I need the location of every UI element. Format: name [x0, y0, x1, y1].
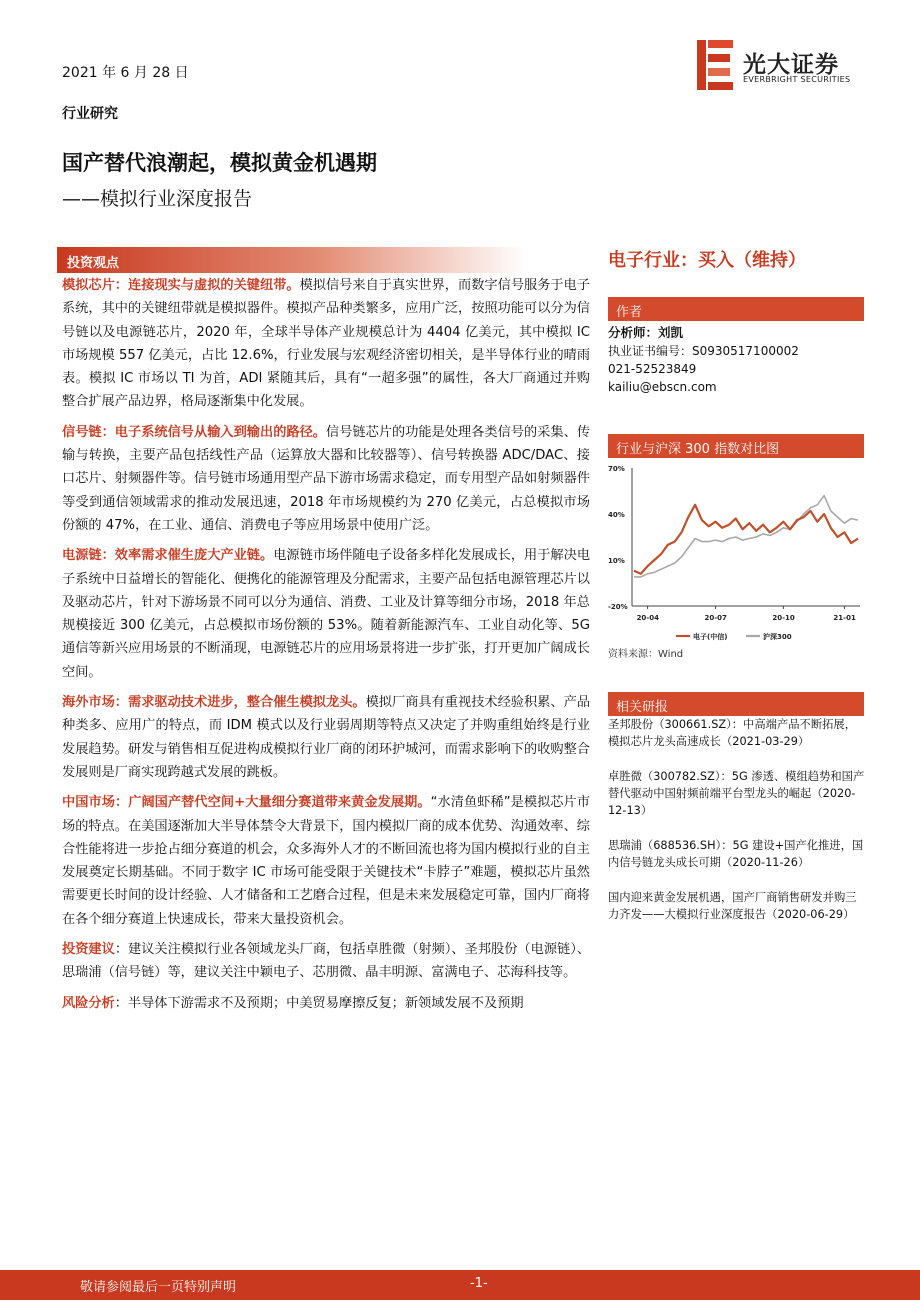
y-tick-label: -20% [608, 603, 628, 611]
phone: 021-52523849 [608, 362, 697, 376]
paragraph [62, 691, 590, 784]
report-date: 2021 年 6 月 28 日 [62, 65, 189, 81]
paragraph [62, 992, 590, 1015]
footer-disclaimer: 敬请参阅最后一页特别声明 [80, 1280, 237, 1295]
section-header [57, 247, 527, 273]
index-comparison-chart [606, 458, 866, 658]
paragraph-lead: 中国市场：广阔国产替代空间+大量细分赛道带来黄金发展期。 [62, 795, 431, 811]
paragraph-text: ：半导体下游需求不及预期；中美贸易摩擦反复；新领域发展不及预期 [114, 995, 524, 1011]
paragraph-lead: 风险分析 [62, 995, 115, 1011]
industry-rating: 电子行业：买入（维持） [608, 250, 806, 271]
related-report-item[interactable]: 思瑞浦（688536.SH）：5G 建设+国产化推进，国内信号链龙头成长可期（2020-11-26） [608, 839, 864, 869]
company-logo [697, 40, 877, 90]
email: kailiu@ebscn.com [608, 380, 717, 394]
paragraph-text: 模拟信号来自于真实世界，而数字信号服务于电子系统，其中的关键纽带就是模拟器件。模拟产品种类繁多，应用广泛，按照功能可以分为信号链以及电源链芯片，2020 年，全球半导体产业规模总计为 4404 亿美元，其中模拟 IC 市场规模 557 亿美元，占比 12.6%，行业发展与宏观经济密切相关，是半导体行业的晴雨表。模拟 IC 市场以 TI 为首，ADI 紧随其后，具有“一超多强”的属性，各大厂商通过并购整合扩展产品边界，格局逐渐集中化发展。 [62, 278, 591, 410]
paragraph [62, 421, 590, 537]
paragraph-lead: 信号链：电子系统信号从输入到输出的路径。 [62, 424, 327, 440]
x-tick-label: 20-07 [704, 614, 727, 622]
legend-label: 电子(中信) [693, 633, 728, 641]
paragraph-lead: 模拟芯片：连接现实与虚拟的关键纽带。 [62, 278, 300, 293]
logo-name-cn: 光大证券 [743, 52, 839, 78]
paragraph [62, 938, 590, 985]
y-tick-label: 40% [608, 511, 625, 519]
paragraph-text: “水清鱼虾稀”是模拟芯片市场的特点。在美国逐渐加大半导体禁令大背景下，国内模拟厂商的成本优势、沟通效率、综合性能将进一步抢占细分赛道的机会，众多海外人才的不断回流也将为国内模拟行业的自主发展奠定长期基础。不同于数字 IC 市场可能受限于关键技术“卡脖子”难题，模拟芯片虽然需要更长时间的设计经验、人才储备和工艺磨合过程，但是未来发展稳定可靠，国内厂商将在各个细分赛道上快速成长，带来大量投资机会。 [62, 795, 590, 927]
analyst-name: 分析师：刘凯 [608, 325, 684, 340]
chart-header [608, 434, 864, 458]
paragraph [62, 791, 590, 931]
related-report-item[interactable]: 圣邦股份（300661.SZ）：中高端产品不断拓展，模拟芯片龙头高速成长（2021-03-29） [608, 718, 857, 748]
page-number: -1- [470, 1276, 488, 1291]
legend-label: 沪深300 [763, 633, 792, 641]
y-tick-label: 10% [608, 557, 625, 565]
paragraph [62, 274, 590, 414]
related-reports [608, 716, 866, 941]
chart-header-label: 行业与沪深 300 指数对比图 [616, 442, 780, 457]
x-tick-label: 20-04 [636, 614, 659, 622]
paragraph-lead: 投资建议 [62, 942, 115, 958]
license-number: 执业证书编号：S0930517100002 [608, 344, 799, 358]
logo-mark-icon [697, 40, 733, 90]
section-title: 投资观点 [67, 256, 120, 271]
x-tick-label: 21-01 [833, 614, 856, 622]
related-report-item[interactable]: 卓胜微（300782.SZ）：5G 渗透、模组趋势和国产替代驱动中国射频前端平台型龙头的崛起（2020-12-13） [608, 770, 865, 817]
paragraph [62, 544, 590, 684]
author-header [608, 297, 864, 321]
report-subtitle: ——模拟行业深度报告 [62, 188, 253, 210]
paragraph-text: 模拟厂商具有重视技术经验积累、产品种类多、应用广的特点，而 IDM 模式以及行业弱周期等特点又决定了并购重组始终是行业发展趋势。研发与销售相互促进构成模拟行业厂商的闭环护城河，而需求影响下的收购整合发展则是厂商实现跨越式发展的跳板。 [62, 695, 591, 780]
report-body [62, 274, 590, 1022]
report-category: 行业研究 [62, 106, 118, 122]
paragraph-lead: 电源链：效率需求催生庞大产业链。 [62, 548, 274, 564]
report-title: 国产替代浪潮起，模拟黄金机遇期 [62, 151, 377, 175]
series-line-hs300 [634, 496, 858, 577]
paragraph-text: 电源链市场伴随电子设备多样化发展成长，用于解决电子系统中日益增长的智能化、便携化的能源管理及分配需求，主要产品包括电源管理芯片以及驱动芯片，针对下游场景不同可以分为通信、消费、工业及计算等细分市场，2018 年总规模接近 300 亿美元，占总模拟市场份额的 53%。随着新能源汽车、工业自动化等、5G 通信等新兴应用场景的不断涌现，电源链芯片的应用场景将进一步扩张，打开更加广阔成长空间。 [62, 548, 591, 680]
related-header-label: 相关研报 [616, 700, 669, 715]
logo-name-en: EVERBRIGHT SECURITIES [743, 75, 851, 84]
paragraph-lead: 海外市场：需求驱动技术进步，整合催生模拟龙头。 [62, 695, 366, 711]
page-footer [0, 1270, 920, 1300]
author-info [608, 324, 799, 396]
x-tick-label: 20-10 [772, 614, 795, 622]
paragraph-text: 信号链芯片的功能是处理各类信号的采集、传输与转换，主要产品包括线性产品（运算放大器和比较器等）、信号转换器 ADC/DAC、接口芯片、射频器件等。信号链市场通用型产品下游市场需求稳定，而专用型产品如射频器件等受到通信领域需求的推动发展迅速，2018 年市场规模约为 270 亿美元，占总模拟市场份额的 47%，在工业、通信、消费电子等应用场景中使用广泛。 [62, 424, 591, 533]
y-tick-label: 70% [608, 465, 625, 473]
chart-source: 资料来源：Wind [608, 649, 684, 660]
paragraph-text: ：建议关注模拟行业各领域龙头厂商，包括卓胜微（射频）、圣邦股份（电源链）、思瑞浦（信号链）等，建议关注中颖电子、芯朋微、晶丰明源、富满电子、芯海科技等。 [62, 942, 591, 981]
author-header-label: 作者 [616, 305, 643, 320]
related-header [608, 692, 864, 716]
related-report-item[interactable]: 国内迎来黄金发展机遇，国产厂商销售研发并购三力齐发——大模拟行业深度报告（2020-06-29） [608, 891, 857, 921]
